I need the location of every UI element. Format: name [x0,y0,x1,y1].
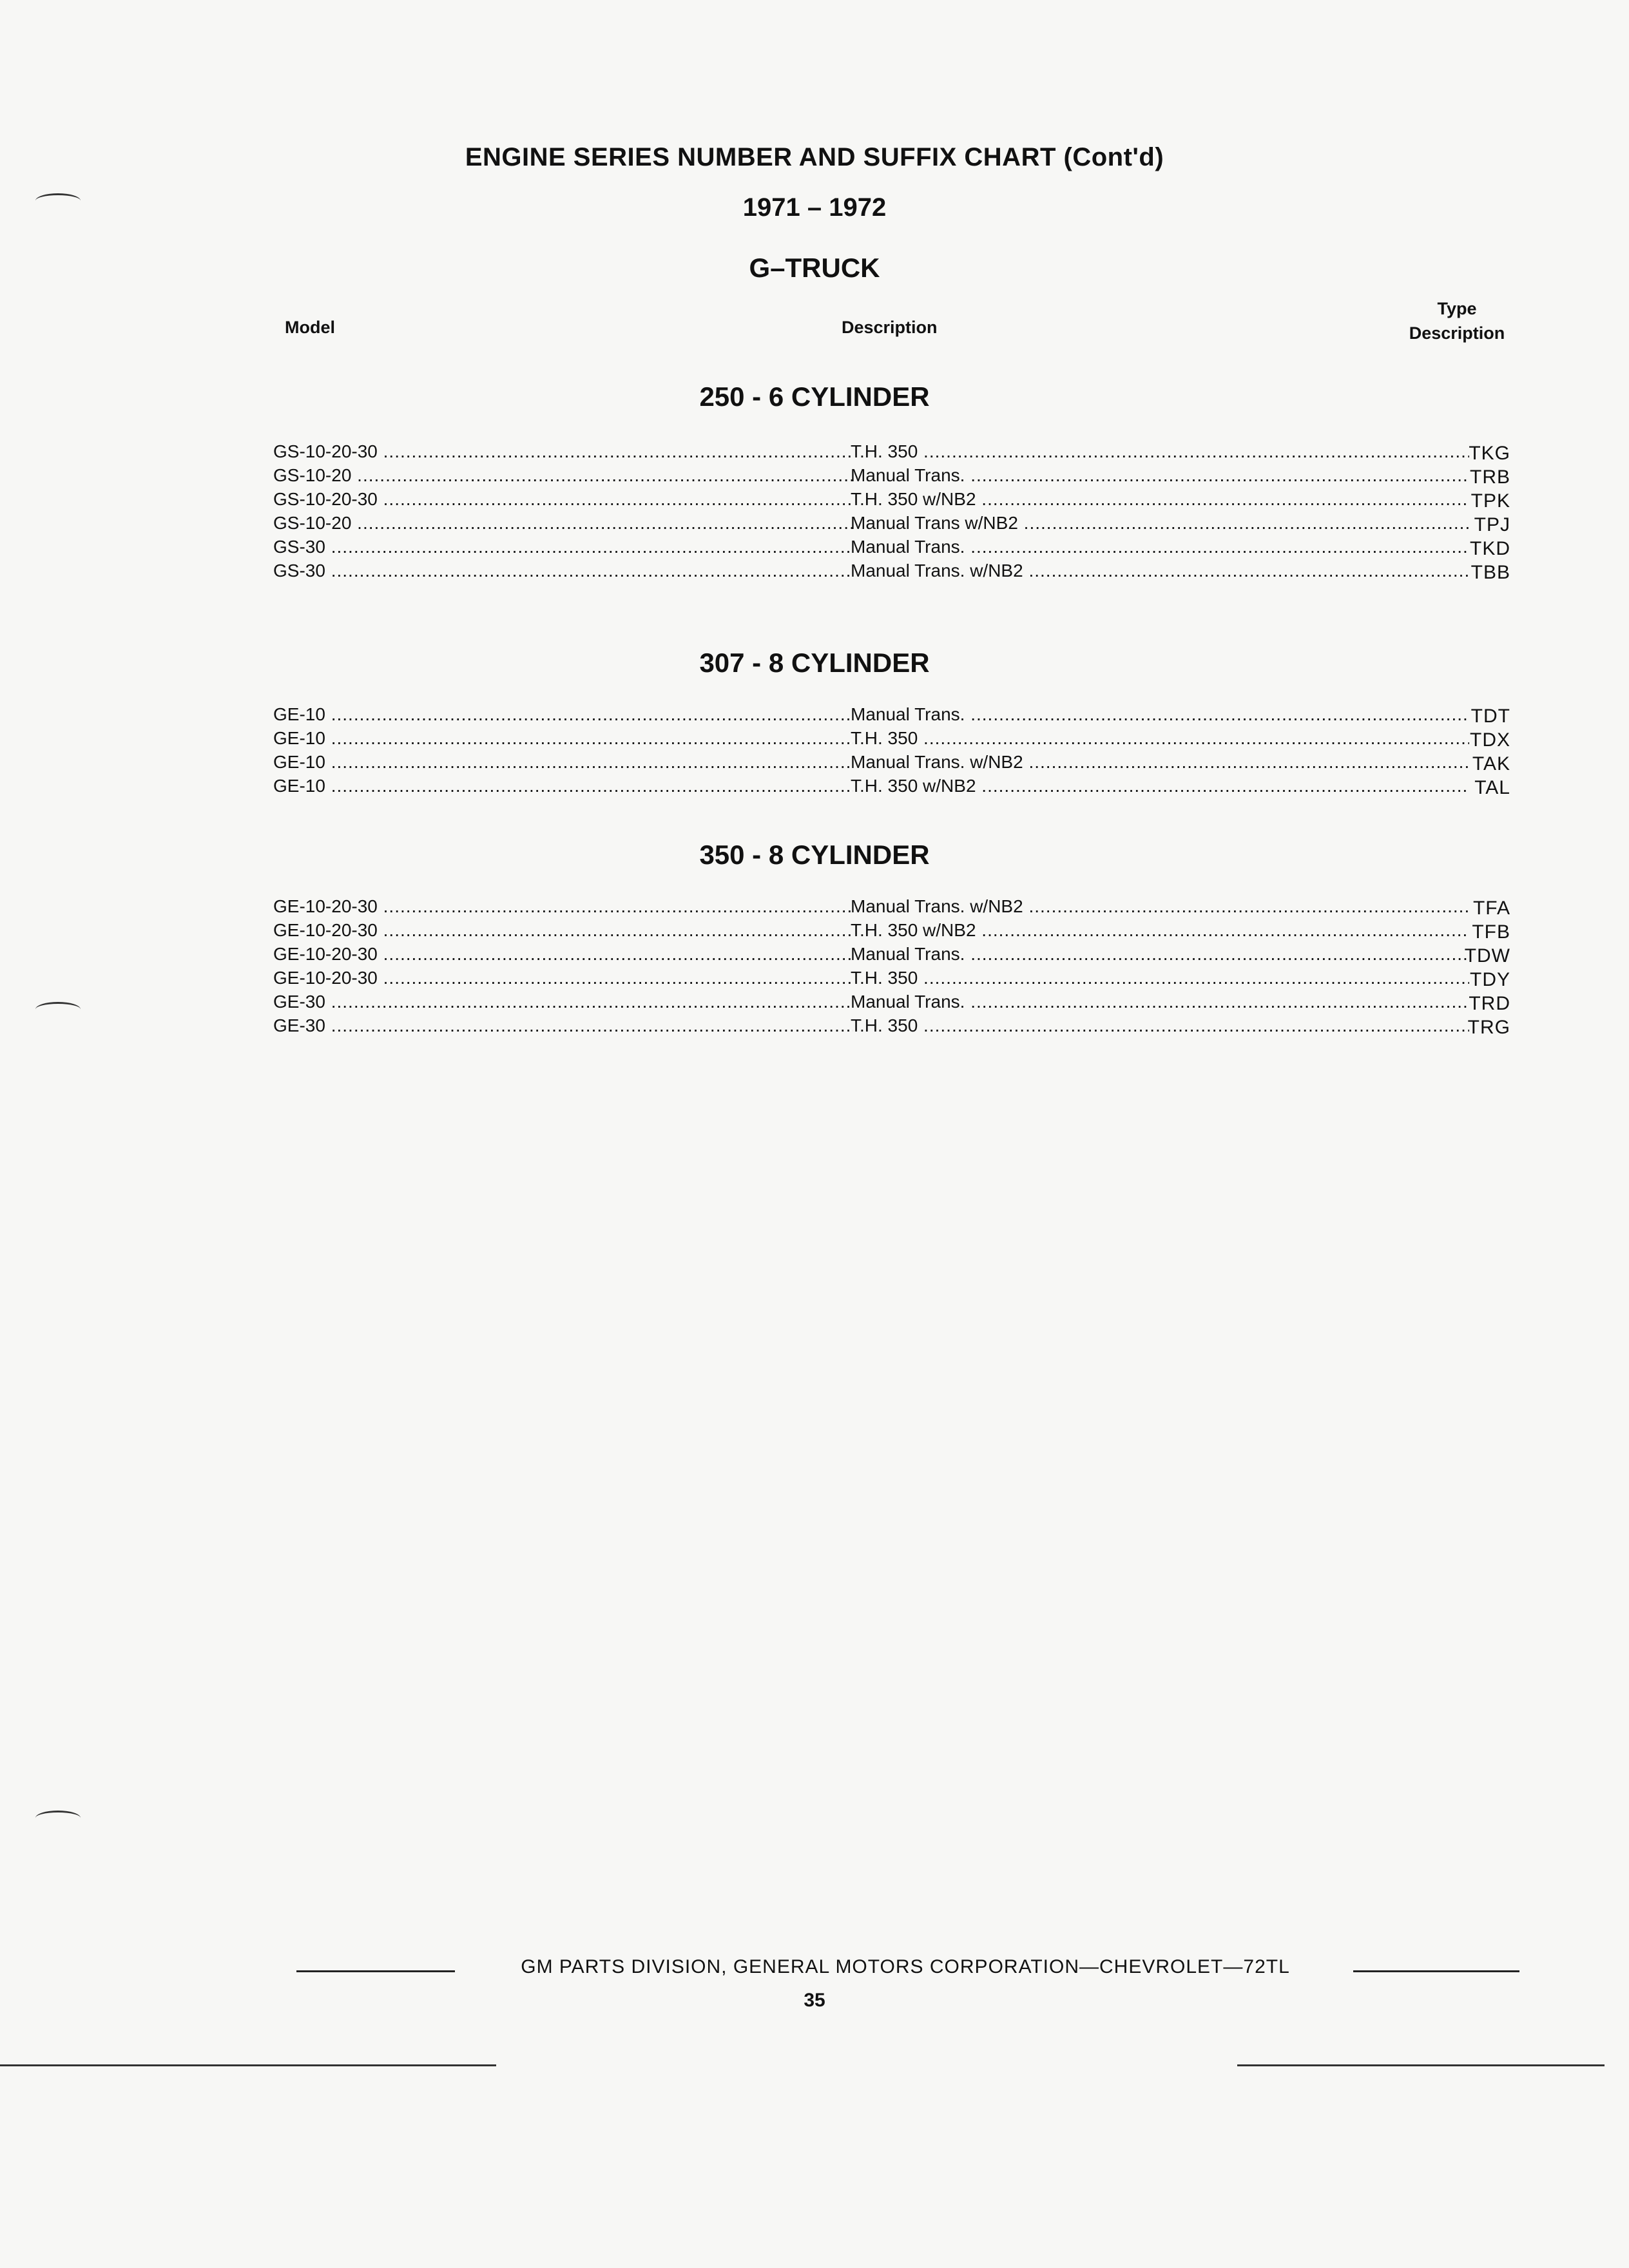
description-cell: T.H. 350 ..... [851,726,1469,751]
table-row [273,559,1510,583]
table-row [273,702,1510,727]
model-cell: GE-10-20-30 ..... [273,894,853,919]
column-header-model: Model [285,318,335,337]
table-row [273,463,1510,488]
description-cell: T.H. 350 ..... [851,439,1469,464]
type-code-cell: TPK [1470,490,1510,512]
scan-rule-left [0,2064,496,2066]
section-title: 250 - 6 CYLINDER [699,381,930,412]
description-cell: T.H. 350 ..... [851,1014,1469,1038]
section-title: 307 - 8 CYLINDER [699,648,930,678]
table-row [273,1014,1510,1038]
table-row [273,726,1510,751]
type-code-cell: TDX [1470,729,1510,751]
table-row [273,774,1510,798]
scan-rule-right [1237,2064,1605,2066]
column-header-type-line2: Description [1409,323,1505,343]
binder-hole-mark [35,193,81,208]
type-code-cell: TBB [1470,562,1510,583]
table-row [273,966,1510,990]
binder-hole-mark [35,1811,81,1825]
footer-rule-left [296,1970,455,1972]
page-footer [0,1956,1629,2033]
binder-hole-mark [35,1002,81,1017]
type-code-cell: TDY [1470,969,1510,990]
year-range: 1971 – 1972 [742,193,887,222]
description-cell: Manual Trans. ..... [851,990,1469,1014]
model-cell: GE-10 ..... [273,774,853,798]
column-header-type-description [1402,296,1512,345]
description-cell: T.H. 350 w/NB2 ..... [851,774,1469,798]
type-code-cell: TRB [1470,466,1510,488]
table-row [273,511,1510,535]
type-code-cell: TKG [1469,443,1510,464]
table-row [273,990,1510,1014]
column-header-description: Description [842,318,938,337]
vehicle-subtitle: G–TRUCK [749,253,880,283]
description-cell: Manual Trans. w/NB2 ..... [851,894,1469,919]
description-cell: Manual Trans. ..... [851,463,1469,488]
type-code-cell: TAL [1474,777,1510,798]
model-cell: GE-30 ..... [273,990,853,1014]
table-row [273,894,1510,919]
model-cell: GS-30 ..... [273,559,853,583]
type-code-cell: TKD [1470,538,1510,559]
description-cell: Manual Trans. ..... [851,535,1469,559]
page-title: ENGINE SERIES NUMBER AND SUFFIX CHART (Cont'd) [465,143,1164,171]
description-cell: Manual Trans. ..... [851,702,1469,727]
model-cell: GE-30 ..... [273,1014,853,1038]
table-row [273,439,1510,464]
table-row [273,535,1510,559]
table-row [273,918,1510,943]
model-cell: GE-10 ..... [273,702,853,727]
model-cell: GS-10-20-30 ..... [273,487,853,512]
type-code-cell: TFB [1472,921,1510,943]
description-cell: Manual Trans. w/NB2 ..... [851,559,1469,583]
type-code-cell: TPJ [1474,514,1510,535]
type-code-cell: TRG [1467,1017,1510,1038]
column-header-type-line1: Type [1437,299,1477,318]
type-code-cell: TRD [1469,993,1510,1014]
page-number: 35 [804,1990,825,2011]
description-cell: T.H. 350 ..... [851,966,1469,990]
footer-text: GM PARTS DIVISION, GENERAL MOTORS CORPORATION—CHEVROLET—72TL [521,1956,1290,1977]
model-cell: GE-10 ..... [273,726,853,751]
description-cell: T.H. 350 w/NB2 ..... [851,487,1469,512]
model-cell: GE-10-20-30 ..... [273,918,853,943]
description-cell: T.H. 350 w/NB2 ..... [851,918,1469,943]
model-cell: GS-10-20 ..... [273,463,853,488]
description-cell: Manual Trans. w/NB2 ..... [851,750,1469,774]
model-cell: GS-30 ..... [273,535,853,559]
footer-rule-right [1353,1970,1519,1972]
model-cell: GE-10-20-30 ..... [273,942,853,966]
section-title: 350 - 8 CYLINDER [699,840,930,870]
description-cell: Manual Trans. ..... [851,942,1469,966]
type-code-cell: TDW [1464,945,1510,966]
model-cell: GE-10 ..... [273,750,853,774]
table-row [273,487,1510,512]
model-cell: GS-10-20-30 ..... [273,439,853,464]
type-code-cell: TAK [1472,753,1510,774]
type-code-cell: TDT [1470,706,1510,727]
type-code-cell: TFA [1472,898,1510,919]
table-row [273,942,1510,966]
table-row [273,750,1510,774]
model-cell: GE-10-20-30 ..... [273,966,853,990]
description-cell: Manual Trans w/NB2 ..... [851,511,1469,535]
model-cell: GS-10-20 ..... [273,511,853,535]
